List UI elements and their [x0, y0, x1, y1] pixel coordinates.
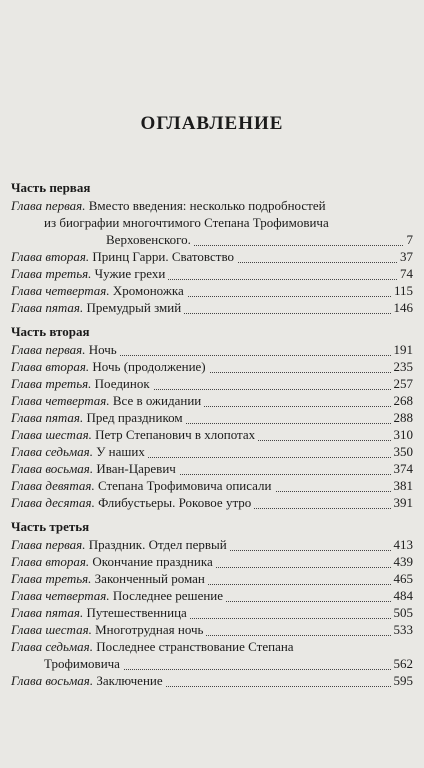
chapter-label: Глава вторая. — [11, 249, 90, 264]
page-number: 562 — [391, 655, 414, 673]
chapter-label: Глава седьмая. — [11, 639, 93, 654]
chapter-label: Глава десятая. — [11, 495, 95, 510]
chapter-title: Премудрый змий — [86, 300, 182, 315]
toc-entry — [11, 553, 413, 571]
toc-entry — [11, 621, 413, 639]
toc-entry — [11, 460, 413, 478]
chapter-title: Праздник. Отдел первый — [88, 537, 227, 552]
chapter-title: Флибустьеры. Роковое утро — [98, 495, 252, 510]
toc-entry — [11, 443, 413, 461]
toc-entry — [11, 409, 413, 427]
chapter-title: Ночь (продолжение) — [92, 359, 206, 374]
chapter-title: Путешественница — [86, 605, 187, 620]
page-number: 381 — [391, 477, 414, 495]
chapter-label: Глава седьмая. — [11, 444, 93, 459]
chapter-label: Глава первая. — [11, 342, 86, 357]
page-number: 268 — [391, 392, 414, 410]
chapter-label: Глава четвертая. — [11, 393, 110, 408]
part-title: Часть вторая — [11, 324, 90, 339]
chapter-title-continuation: Трофимовича — [44, 656, 120, 671]
toc-entry — [11, 299, 413, 317]
chapter-title: Иван-Царевич — [96, 461, 176, 476]
chapter-title: Все в ожидании — [112, 393, 202, 408]
page-number: 7 — [404, 231, 414, 249]
toc-entry — [11, 536, 413, 554]
chapter-title: Последнее решение — [112, 588, 224, 603]
chapter-title: Ночь — [88, 342, 117, 357]
chapter-label: Глава третья. — [11, 266, 92, 281]
chapter-label: Глава третья. — [11, 571, 92, 586]
chapter-label: Глава восьмая. — [11, 461, 94, 476]
chapter-label: Глава шестая. — [11, 427, 92, 442]
chapter-label: Глава третья. — [11, 376, 92, 391]
page-number: 350 — [391, 443, 414, 461]
chapter-label: Глава шестая. — [11, 622, 92, 637]
chapter-title: Пред праздником — [86, 410, 183, 425]
page-number: 413 — [391, 536, 414, 554]
chapter-title: У наших — [96, 444, 145, 459]
chapter-label: Глава вторая. — [11, 554, 90, 569]
page-number: 595 — [391, 672, 414, 690]
chapter-title: Степана Трофимовича описали — [97, 478, 272, 493]
page-number: 484 — [391, 587, 414, 605]
chapter-title: Хромоножка — [112, 283, 184, 298]
chapter-label: Глава пятая. — [11, 605, 84, 620]
chapter-label: Глава первая. — [11, 537, 86, 552]
toc-entry — [11, 570, 413, 588]
page-number: 191 — [391, 341, 414, 359]
toc-entry — [11, 426, 413, 444]
page-number: 533 — [391, 621, 414, 639]
page-number: 115 — [391, 282, 413, 300]
page-number: 391 — [391, 494, 414, 512]
toc-entry — [11, 231, 413, 249]
page-number: 288 — [391, 409, 414, 427]
page-number: 374 — [391, 460, 414, 478]
chapter-title: Петр Степанович в хлопотах — [95, 427, 256, 442]
chapter-label: Глава пятая. — [11, 300, 84, 315]
chapter-title: Окончание праздника — [92, 554, 213, 569]
toc-entry — [11, 392, 413, 410]
chapter-label: Глава пятая. — [11, 410, 84, 425]
toc-entry — [11, 248, 413, 266]
chapter-label: Глава вторая. — [11, 359, 90, 374]
chapter-title: Вместо введения: несколько подробностей — [88, 198, 326, 213]
chapter-title: Законченный роман — [94, 571, 205, 586]
toc-entry — [11, 604, 413, 622]
toc-entry — [11, 282, 413, 300]
page-number: 74 — [397, 265, 413, 283]
page-number: 310 — [391, 426, 414, 444]
page-number: 235 — [391, 358, 414, 376]
toc-entry — [11, 587, 413, 605]
toc-entry-first-line — [11, 638, 413, 656]
page-number: 37 — [397, 248, 413, 266]
chapter-title: Последнее странствование Степана — [96, 639, 294, 654]
chapter-label: Глава четвертая. — [11, 283, 110, 298]
toc-entry — [11, 375, 413, 393]
chapter-label: Глава девятая. — [11, 478, 95, 493]
page-number: 146 — [391, 299, 414, 317]
page-number: 465 — [391, 570, 414, 588]
chapter-title: Заключение — [96, 673, 163, 688]
page-number: 505 — [391, 604, 414, 622]
chapter-title: Поединок — [94, 376, 150, 391]
part-title: Часть третья — [11, 519, 90, 534]
toc-entry — [11, 265, 413, 283]
toc-entry — [11, 341, 413, 359]
chapter-title-continuation: из биографии многочтимого Степана Трофимовича — [44, 215, 329, 230]
chapter-title-continuation: Верховенского. — [106, 232, 191, 247]
chapter-title: Чужие грехи — [94, 266, 166, 281]
toc-entry — [11, 655, 413, 673]
toc-entry — [11, 494, 413, 512]
part-title: Часть первая — [11, 180, 91, 195]
toc-title: ОГЛАВЛЕНИЕ — [140, 113, 284, 134]
toc-entry-first-line — [11, 197, 413, 215]
toc-entry — [11, 358, 413, 376]
page-number: 439 — [391, 553, 414, 571]
chapter-label: Глава восьмая. — [11, 673, 94, 688]
chapter-label: Глава первая. — [11, 198, 86, 213]
chapter-title: Принц Гарри. Сватовство — [92, 249, 234, 264]
chapter-label: Глава четвертая. — [11, 588, 110, 603]
toc-entry — [11, 477, 413, 495]
toc-entry — [11, 672, 413, 690]
chapter-title: Многотрудная ночь — [95, 622, 204, 637]
page-number: 257 — [391, 375, 414, 393]
